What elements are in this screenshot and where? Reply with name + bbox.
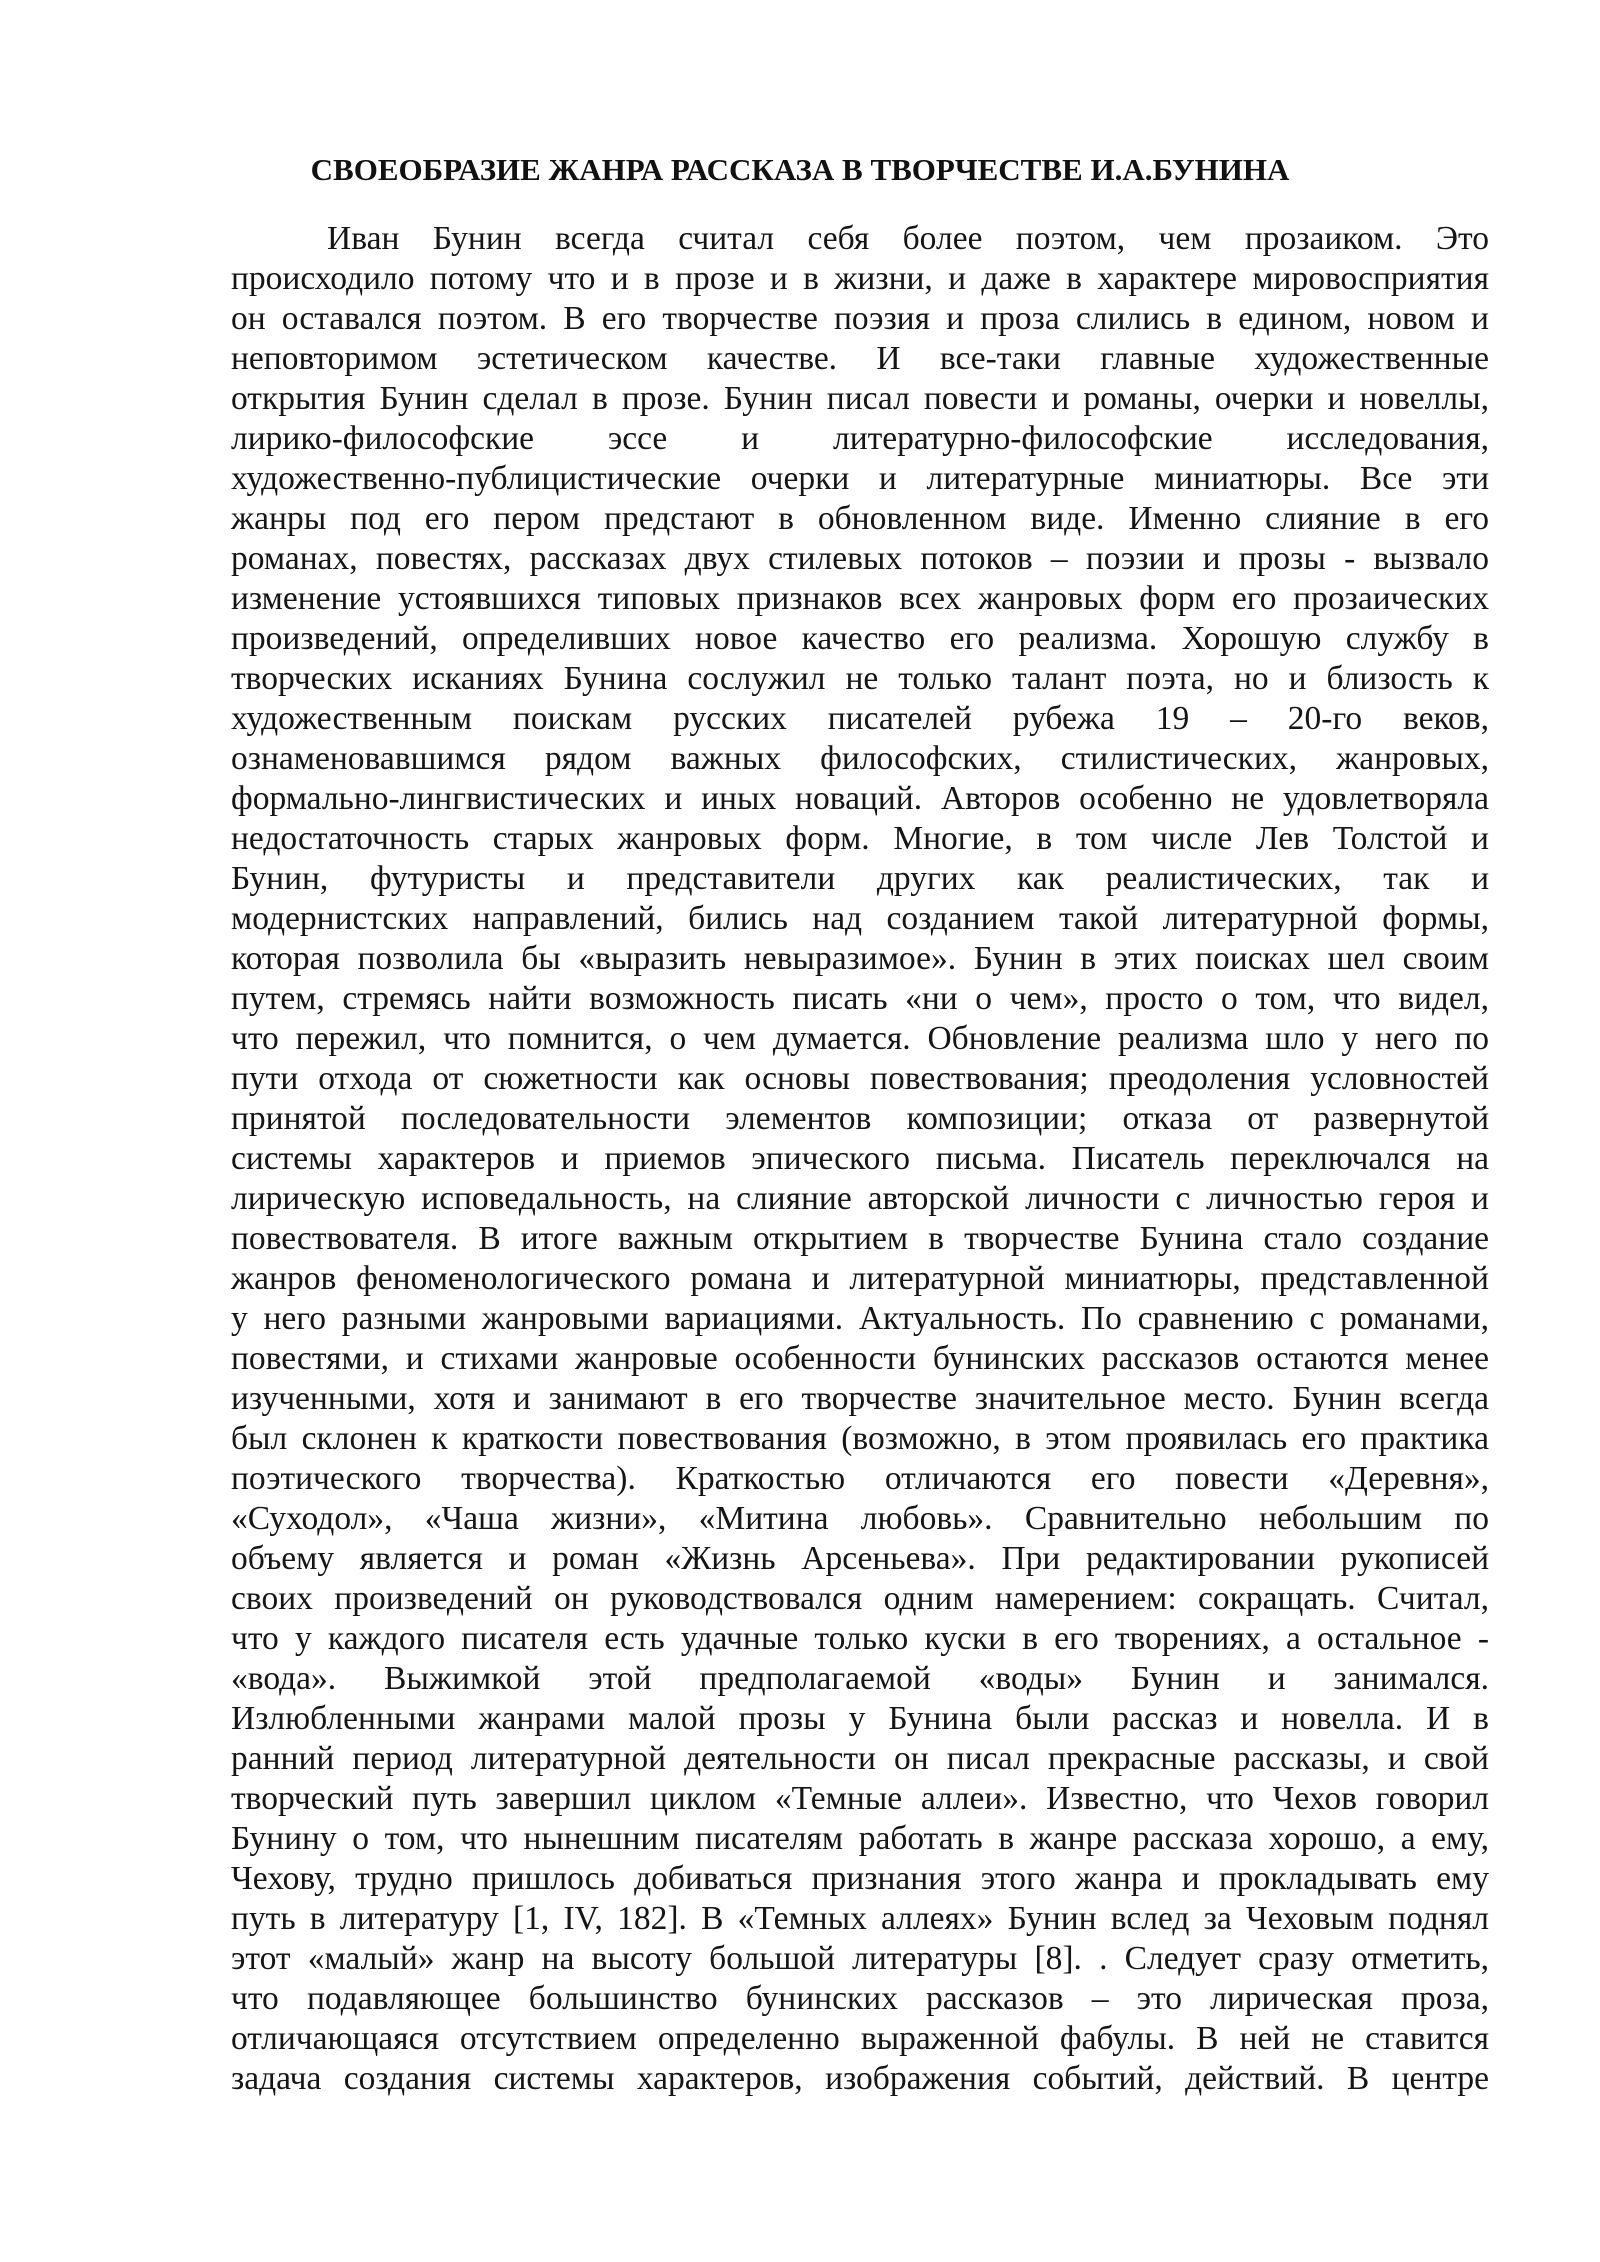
document-body [231, 219, 1489, 2099]
text-line: творческий путь завершил циклом «Темные аллеи». Известно, что Чехов говорил [231, 1780, 1489, 1817]
text-line: он оставался поэтом. В его творчестве поэзия и проза слились в едином, новом и [231, 300, 1489, 337]
text-line: пути отхода от сюжетности как основы повествования; преодоления условностей [231, 1060, 1489, 1097]
text-line: произведений, определивших новое качество его реализма. Хорошую службу в [231, 620, 1489, 657]
text-line: что пережил, что помнится, о чем думается. Обновление реализма шло у него по [231, 1020, 1489, 1057]
text-line: что у каждого писателя есть удачные только куски в его творениях, а остальное - [231, 1620, 1489, 1657]
text-line: художественным поискам русских писателей рубежа 19 – 20-го веков, [231, 700, 1489, 737]
document-title: СВОЕОБРАЗИЕ ЖАНРА РАССКАЗА В ТВОРЧЕСТВЕ И.А.БУНИНА [310, 152, 1290, 187]
text-line: Иван Бунин всегда считал себя более поэтом, чем прозаиком. Это [327, 220, 1489, 257]
text-line: лирико-философские эссе и литературно-философские исследования, [231, 420, 1489, 457]
text-line: повестями, и стихами жанровые особенности бунинских рассказов остаются менее [231, 1340, 1489, 1377]
text-line: своих произведений он руководствовался одним намерением: сокращать. Считал, [231, 1580, 1489, 1617]
text-line: происходило потому что и в прозе и в жизни, и даже в характере мировосприятия [231, 260, 1489, 297]
text-line: что подавляющее большинство бунинских рассказов – это лирическая проза, [231, 1980, 1489, 2017]
text-line: этот «малый» жанр на высоту большой литературы [8]. . Следует сразу отметить, [231, 1940, 1489, 1977]
text-line: романах, повестях, рассказах двух стилевых потоков – поэзии и прозы - вызвало [231, 540, 1489, 577]
text-line: ранний период литературной деятельности он писал прекрасные рассказы, и свой [231, 1740, 1489, 1777]
text-line: Бунину о том, что нынешним писателям работать в жанре рассказа хорошо, а ему, [231, 1820, 1489, 1857]
text-line: Чехову, трудно пришлось добиваться признания этого жанра и прокладывать ему [231, 1860, 1489, 1897]
text-line: путь в литературу [1, IV, 182]. В «Темных аллеях» Бунин вслед за Чеховым поднял [231, 1900, 1489, 1937]
text-line: был склонен к краткости повествования (возможно, в этом проявилась его практика [231, 1420, 1489, 1457]
text-line: изменение устоявшихся типовых признаков всех жанровых форм его прозаических [231, 580, 1489, 617]
text-line: «Суходол», «Чаша жизни», «Митина любовь». Сравнительно небольшим по [231, 1500, 1489, 1537]
text-line: жанров феноменологического романа и литературной миниатюры, представленной [231, 1260, 1489, 1297]
text-line: неповторимом эстетическом качестве. И все-таки главные художественные [231, 340, 1489, 377]
text-line: изученными, хотя и занимают в его творчестве значительное место. Бунин всегда [231, 1380, 1489, 1417]
text-line: недостаточность старых жанровых форм. Многие, в том числе Лев Толстой и [231, 820, 1489, 857]
text-line: объему является и роман «Жизнь Арсеньева». При редактировании рукописей [231, 1540, 1489, 1577]
text-line: у него разными жанровыми вариациями. Актуальность. По сравнению с романами, [231, 1300, 1489, 1337]
text-line: «вода». Выжимкой этой предполагаемой «воды» Бунин и занимался. [231, 1660, 1489, 1697]
text-line: поэтического творчества). Краткостью отличаются его повести «Деревня», [231, 1460, 1489, 1497]
text-line: повествователя. В итоге важным открытием в творчестве Бунина стало создание [231, 1220, 1489, 1257]
text-line: Излюбленными жанрами малой прозы у Бунина были рассказ и новелла. И в [231, 1700, 1489, 1737]
text-line: принятой последовательности элементов композиции; отказа от развернутой [231, 1100, 1489, 1137]
text-line: отличающаяся отсутствием определенно выраженной фабулы. В ней не ставится [231, 2020, 1489, 2057]
text-line: модернистских направлений, бились над созданием такой литературной формы, [231, 900, 1489, 937]
text-line: которая позволила бы «выразить невыразимое». Бунин в этих поисках шел своим [231, 940, 1489, 977]
text-line: задача создания системы характеров, изображения событий, действий. В центре [231, 2060, 1489, 2097]
text-line: жанры под его пером предстают в обновленном виде. Именно слияние в его [231, 500, 1489, 537]
text-line: ознаменовавшимся рядом важных философских, стилистических, жанровых, [231, 740, 1489, 777]
text-line: лирическую исповедальность, на слияние авторской личности с личностью героя и [231, 1180, 1489, 1217]
text-line: открытия Бунин сделал в прозе. Бунин писал повести и романы, очерки и новеллы, [231, 380, 1489, 417]
text-line: творческих исканиях Бунина сослужил не только талант поэта, но и близость к [231, 660, 1489, 697]
text-line: художественно-публицистические очерки и литературные миниатюры. Все эти [231, 460, 1489, 497]
text-line: Бунин, футуристы и представители других как реалистических, так и [231, 860, 1489, 897]
text-line: формально-лингвистических и иных новаций. Авторов особенно не удовлетворяла [231, 780, 1489, 817]
text-line: системы характеров и приемов эпического письма. Писатель переключался на [231, 1140, 1489, 1177]
text-line: путем, стремясь найти возможность писать «ни о чем», просто о том, что видел, [231, 980, 1489, 1017]
